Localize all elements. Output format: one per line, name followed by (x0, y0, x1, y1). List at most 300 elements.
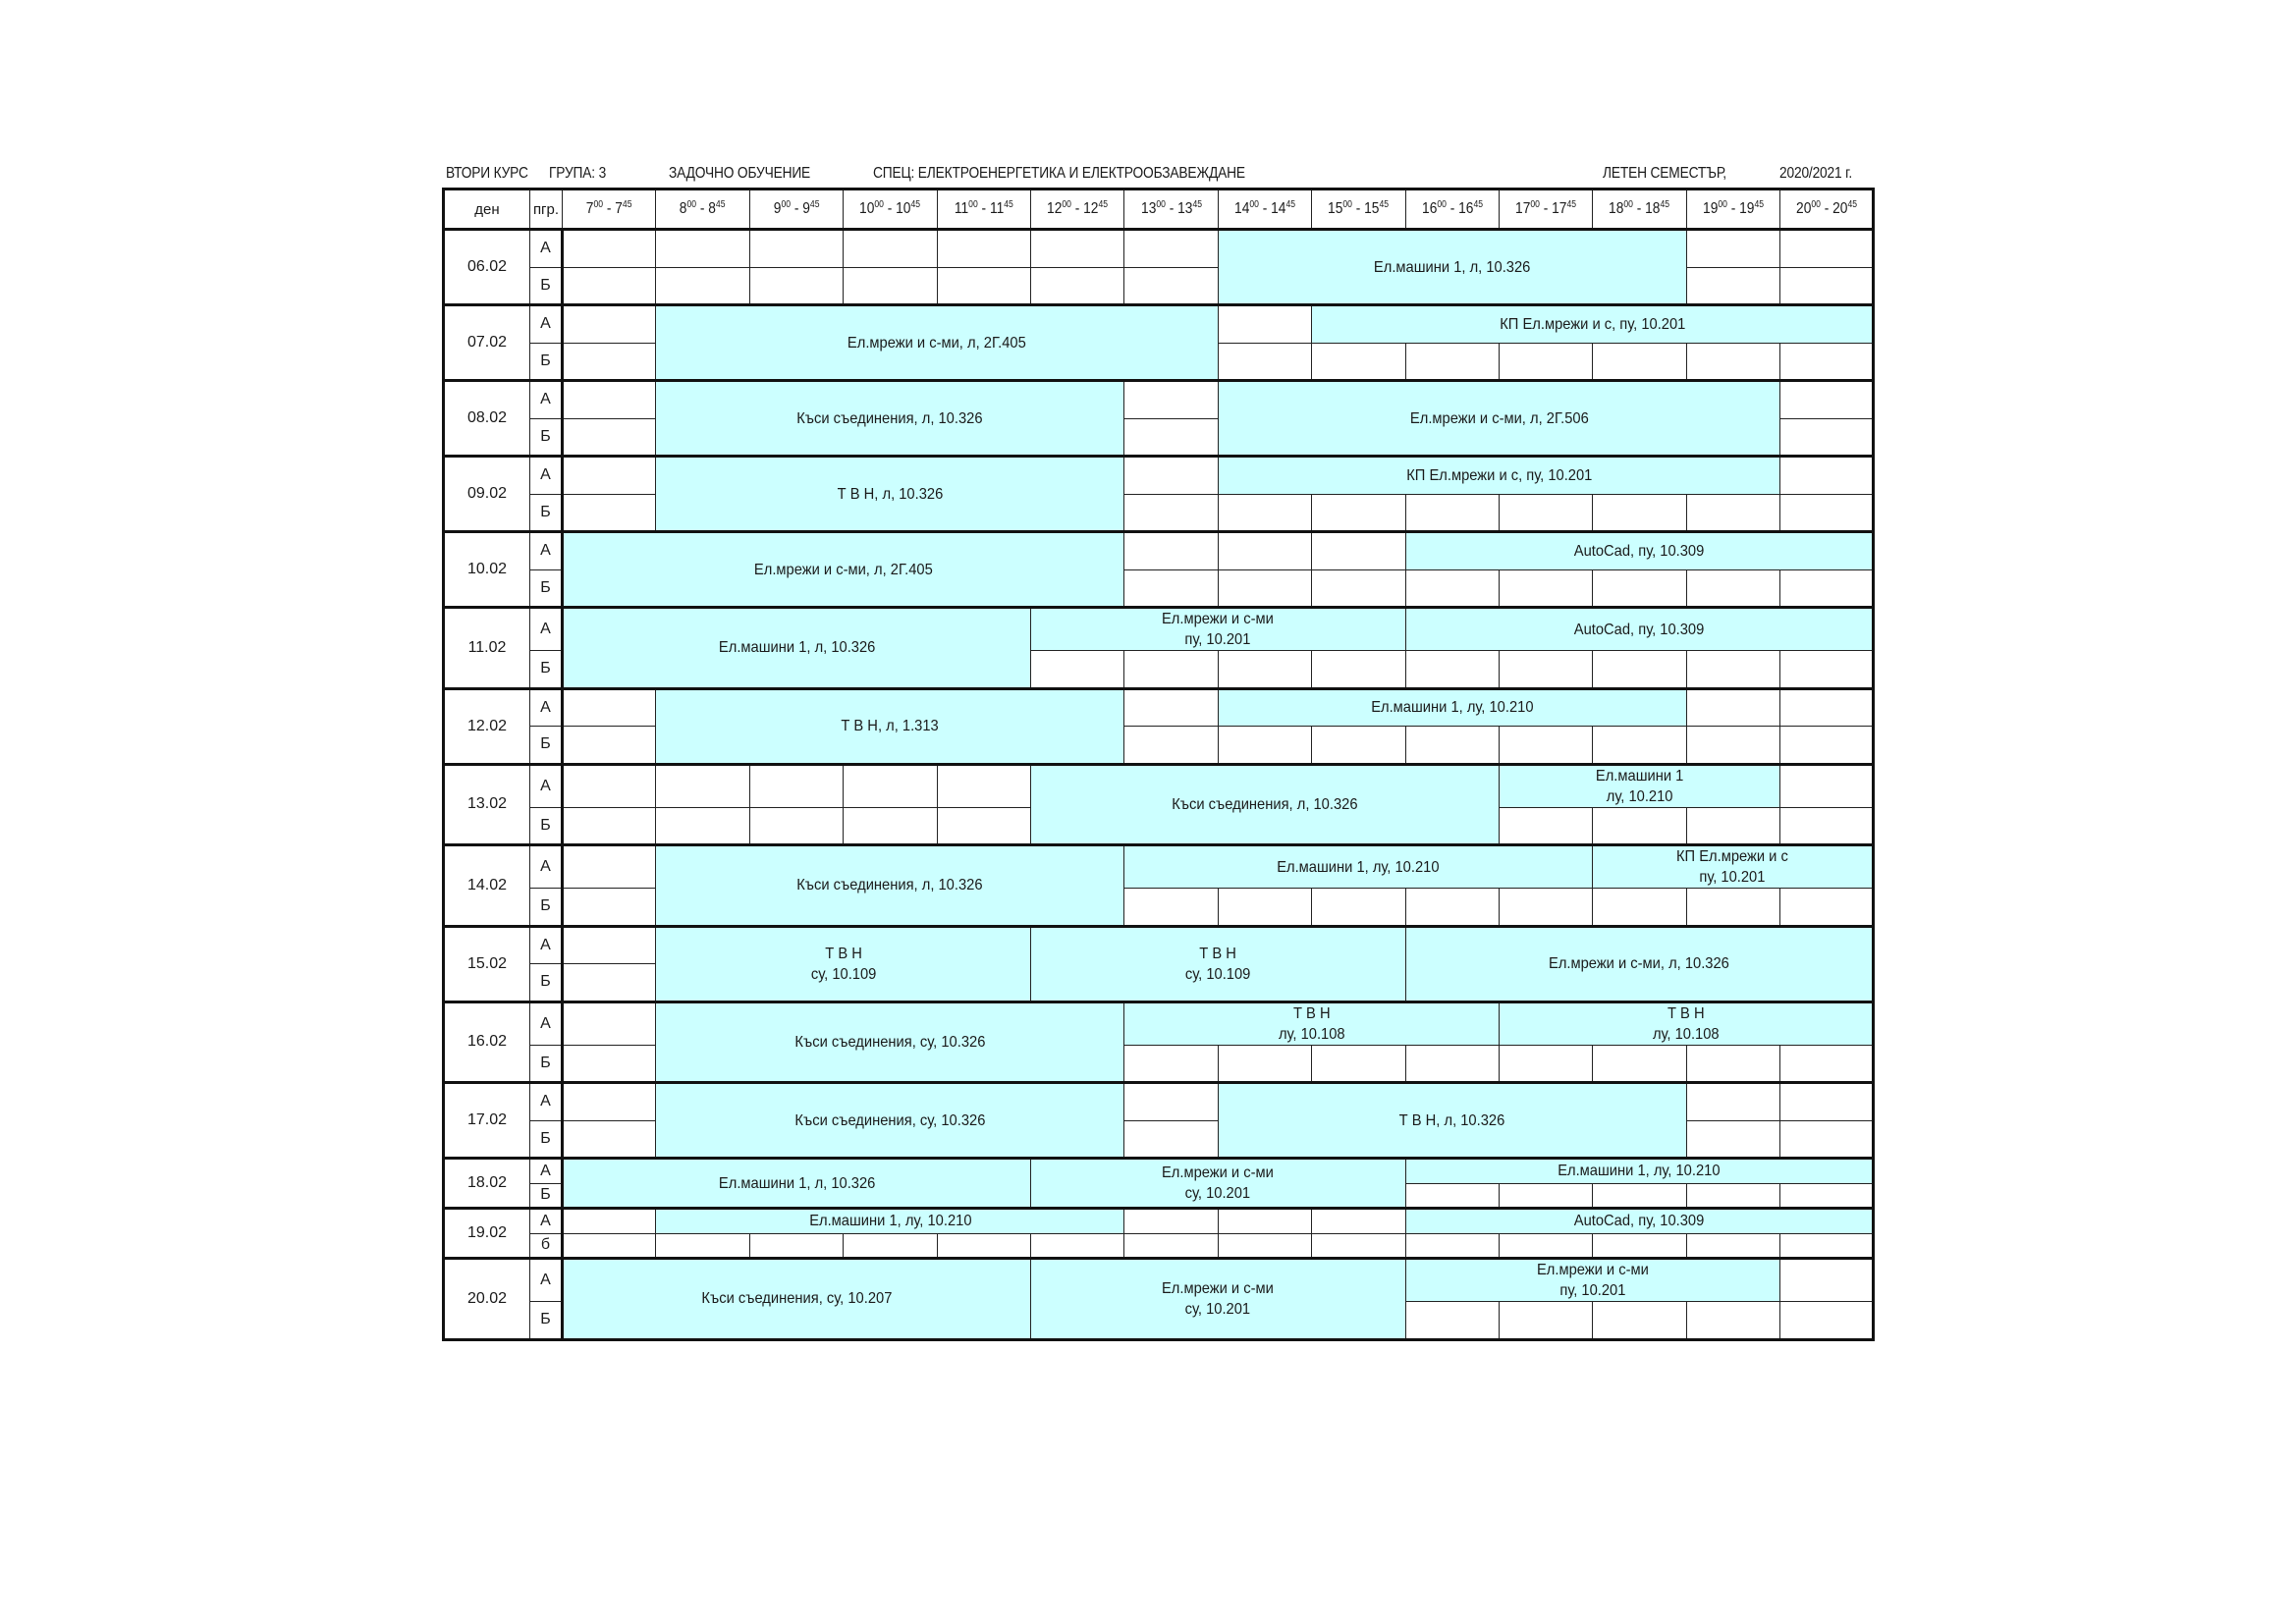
lesson-block[interactable] (1405, 926, 1874, 1001)
empty-slot-cell (656, 1233, 749, 1259)
lesson-block[interactable] (656, 845, 1124, 927)
schedule-row (444, 764, 1874, 807)
time-slot-header: $20^{00} - 20^{45}$ (1780, 189, 1874, 230)
empty-slot-cell (1780, 418, 1874, 457)
empty-slot-cell (1686, 343, 1779, 381)
subgroup-cell: А (530, 1209, 563, 1234)
empty-slot-cell (1499, 343, 1592, 381)
lesson-block[interactable] (1405, 1159, 1874, 1184)
lesson-block[interactable] (1030, 764, 1499, 845)
subgroup-cell: Б (530, 267, 563, 305)
course-label: ВТОРИ КУРС (446, 165, 528, 182)
time-slot-header: $14^{00} - 14^{45}$ (1218, 189, 1311, 230)
empty-slot-cell (1686, 1045, 1779, 1083)
empty-slot-cell (1124, 1209, 1218, 1234)
day-date-cell: 16.02 (444, 1001, 530, 1083)
empty-slot-cell (563, 1120, 656, 1159)
lesson-text: Ел.машини 1, лу, 10.210 (808, 1213, 972, 1230)
subgroup-cell: А (530, 845, 563, 889)
lesson-text: КП Ел.мрежи и с пу, 10.201 (1676, 848, 1789, 886)
empty-slot-cell (563, 1209, 656, 1234)
empty-slot-cell (1780, 651, 1874, 689)
empty-slot-cell (1218, 651, 1311, 689)
empty-slot-cell (1686, 230, 1779, 268)
empty-slot-cell (1686, 688, 1779, 727)
day-date-cell: 10.02 (444, 532, 530, 608)
empty-slot-cell (1312, 569, 1405, 608)
subgroup-cell: Б (530, 1120, 563, 1159)
empty-slot-cell (1686, 1183, 1779, 1209)
lesson-text: Т В Н лу, 10.108 (1652, 1004, 1720, 1043)
specialty-label: СПЕЦ: ЕЛЕКТРОЕНЕРГЕТИКА И ЕЛЕКТРООБЗАВЕЖДАНЕ (873, 165, 1245, 182)
empty-slot-cell (1405, 727, 1499, 765)
empty-slot-cell (1593, 889, 1686, 927)
empty-slot-cell (1780, 807, 1874, 845)
empty-slot-cell (1780, 1259, 1874, 1302)
lesson-block[interactable] (656, 381, 1124, 457)
lesson-text: Т В Н су, 10.109 (810, 945, 876, 983)
subgroup-cell: Б (530, 418, 563, 457)
lesson-text: Ел.мрежи и с-ми пу, 10.201 (1536, 1262, 1649, 1299)
day-date-cell: 20.02 (444, 1259, 530, 1340)
lesson-text: Т В Н, л, 10.326 (1398, 1111, 1505, 1129)
lesson-block[interactable] (656, 1083, 1124, 1159)
empty-slot-cell (937, 267, 1030, 305)
empty-slot-cell (1499, 494, 1592, 532)
lesson-text: Т В Н, л, 1.313 (841, 718, 940, 734)
empty-slot-cell (1499, 569, 1592, 608)
empty-slot-cell (937, 230, 1030, 268)
schedule-row (444, 926, 1874, 964)
empty-slot-cell (563, 267, 656, 305)
empty-slot-cell (1124, 494, 1218, 532)
lesson-text: Ел.машини 1, лу, 10.210 (1277, 858, 1440, 876)
subgroup-cell: Б (530, 494, 563, 532)
lesson-block[interactable] (1312, 305, 1874, 344)
schedule-row (444, 608, 1874, 651)
study-mode-label: ЗАДОЧНО ОБУЧЕНИЕ (669, 165, 811, 182)
lesson-text: Т В Н лу, 10.108 (1278, 1004, 1345, 1043)
lesson-text: Ел.машини 1, л, 10.326 (718, 1174, 876, 1192)
day-date-cell: 13.02 (444, 764, 530, 845)
empty-slot-cell (563, 889, 656, 927)
subgroup-cell: А (530, 230, 563, 268)
subgroup-cell: Б (530, 1045, 563, 1083)
subgroup-cell: А (530, 764, 563, 807)
lesson-text: Ел.мрежи и с-ми су, 10.201 (1162, 1279, 1275, 1318)
empty-slot-cell (1780, 230, 1874, 268)
empty-slot-cell (1780, 494, 1874, 532)
lesson-block[interactable] (1218, 688, 1686, 727)
empty-slot-cell (749, 807, 843, 845)
empty-slot-cell (1405, 651, 1499, 689)
day-date-cell: 11.02 (444, 608, 530, 689)
lesson-block[interactable] (656, 305, 1218, 381)
lesson-block[interactable] (656, 688, 1124, 764)
empty-slot-cell (1124, 889, 1218, 927)
day-date-cell: 19.02 (444, 1209, 530, 1259)
empty-slot-cell (563, 230, 656, 268)
day-date-cell: 17.02 (444, 1083, 530, 1159)
schedule-row (444, 845, 1874, 889)
empty-slot-cell (1499, 1302, 1592, 1340)
empty-slot-cell (1780, 889, 1874, 927)
subgroup-cell: Б (530, 569, 563, 608)
empty-slot-cell (656, 807, 749, 845)
empty-slot-cell (1499, 889, 1592, 927)
empty-slot-cell (844, 1233, 937, 1259)
time-slot-header: $12^{00} - 12^{45}$ (1030, 189, 1123, 230)
empty-slot-cell (563, 494, 656, 532)
lesson-block[interactable] (1124, 1001, 1500, 1045)
day-date-cell: 09.02 (444, 457, 530, 532)
lesson-block[interactable] (1218, 381, 1779, 457)
empty-slot-cell (1780, 1083, 1874, 1121)
schedule-row (444, 1209, 1874, 1234)
academic-year-label: 2020/2021 г. (1779, 165, 1852, 182)
empty-slot-cell (563, 1233, 656, 1259)
empty-slot-cell (1593, 807, 1686, 845)
subgroup-cell: А (530, 1159, 563, 1184)
empty-slot-cell (1780, 764, 1874, 807)
lesson-text: Къси съединения, су, 10.326 (794, 1111, 986, 1129)
empty-slot-cell (1780, 267, 1874, 305)
lesson-text: Ел.мрежи и с-ми, л, 2Г.506 (1409, 409, 1589, 427)
day-column-header: ден (444, 189, 530, 230)
empty-slot-cell (749, 267, 843, 305)
empty-slot-cell (1218, 889, 1311, 927)
lesson-text: Къси съединения, л, 10.326 (796, 877, 984, 894)
empty-slot-cell (1686, 1083, 1779, 1121)
empty-slot-cell (1499, 1183, 1592, 1209)
empty-slot-cell (1780, 457, 1874, 495)
empty-slot-cell (844, 764, 937, 807)
lesson-text: Т В Н, л, 10.326 (837, 485, 944, 503)
lesson-block[interactable] (656, 1209, 1124, 1234)
subgroup-cell: А (530, 1083, 563, 1121)
empty-slot-cell (563, 926, 656, 964)
empty-slot-cell (1593, 651, 1686, 689)
lesson-text: Ел.мрежи и с-ми су, 10.201 (1162, 1164, 1275, 1202)
schedule-row (444, 1233, 1874, 1259)
schedule-table (442, 188, 1875, 1341)
empty-slot-cell (563, 1083, 656, 1121)
subgroup-cell: А (530, 1001, 563, 1045)
empty-slot-cell (1124, 651, 1218, 689)
empty-slot-cell (1593, 1233, 1686, 1259)
empty-slot-cell (1499, 727, 1592, 765)
empty-slot-cell (1405, 343, 1499, 381)
empty-slot-cell (1218, 343, 1311, 381)
empty-slot-cell (1780, 1233, 1874, 1259)
empty-slot-cell (1780, 343, 1874, 381)
time-slot-header: $15^{00} - 15^{45}$ (1312, 189, 1405, 230)
time-slot-header: $11^{00} - 11^{45}$ (937, 189, 1030, 230)
subgroup-cell: Б (530, 651, 563, 689)
lesson-text: КП Ел.мрежи и с, пу, 10.201 (1405, 466, 1592, 484)
lesson-text: Ел.мрежи и с-ми, л, 2Г.405 (754, 561, 934, 578)
empty-slot-cell (1218, 1209, 1311, 1234)
empty-slot-cell (1405, 494, 1499, 532)
subgroup-cell: А (530, 457, 563, 495)
schedule-row (444, 1083, 1874, 1121)
empty-slot-cell (1686, 1233, 1779, 1259)
empty-slot-cell (563, 457, 656, 495)
empty-slot-cell (1218, 494, 1311, 532)
subgroup-cell: А (530, 1259, 563, 1302)
lesson-block[interactable] (563, 532, 1124, 608)
lesson-block[interactable] (1405, 532, 1874, 570)
schedule-row (444, 1159, 1874, 1184)
subgroup-cell: А (530, 688, 563, 727)
lesson-text: Ел.машини 1, л, 10.326 (718, 639, 876, 657)
empty-slot-cell (563, 727, 656, 765)
empty-slot-cell (563, 1045, 656, 1083)
empty-slot-cell (563, 305, 656, 344)
subgroup-cell: А (530, 532, 563, 570)
lesson-block[interactable] (1593, 845, 1874, 889)
empty-slot-cell (1124, 457, 1218, 495)
lesson-block[interactable] (656, 926, 1031, 1001)
lesson-text: Ел.машини 1 лу, 10.210 (1595, 767, 1684, 805)
subgroup-cell: Б (530, 1183, 563, 1209)
lesson-text: Ел.машини 1, лу, 10.210 (1371, 699, 1534, 717)
empty-slot-cell (1780, 1302, 1874, 1340)
empty-slot-cell (1405, 1233, 1499, 1259)
empty-slot-cell (749, 1233, 843, 1259)
empty-slot-cell (1499, 1045, 1592, 1083)
lesson-block[interactable] (1405, 608, 1874, 651)
empty-slot-cell (937, 1233, 1030, 1259)
empty-slot-cell (1499, 807, 1592, 845)
empty-slot-cell (1312, 889, 1405, 927)
lesson-block[interactable] (1405, 1209, 1874, 1234)
lesson-block[interactable] (563, 1259, 1031, 1340)
lesson-block[interactable] (1030, 926, 1405, 1001)
lesson-text: Ел.машини 1, лу, 10.210 (1558, 1163, 1721, 1180)
empty-slot-cell (844, 267, 937, 305)
empty-slot-cell (1593, 1302, 1686, 1340)
time-slot-header-row (444, 189, 1874, 230)
empty-slot-cell (656, 230, 749, 268)
empty-slot-cell (1124, 1233, 1218, 1259)
lesson-block[interactable] (1218, 457, 1779, 495)
lesson-block[interactable] (563, 608, 1031, 689)
schedule-row (444, 1001, 1874, 1045)
subgroup-cell: Б (530, 807, 563, 845)
day-date-cell: 06.02 (444, 230, 530, 305)
lesson-block[interactable] (1124, 845, 1593, 889)
empty-slot-cell (656, 267, 749, 305)
schedule-row (444, 230, 1874, 268)
lesson-text: КП Ел.мрежи и с, пу, 10.201 (1499, 315, 1685, 333)
subgroup-cell: Б (530, 889, 563, 927)
empty-slot-cell (1124, 267, 1218, 305)
schedule-row (444, 305, 1874, 344)
empty-slot-cell (1499, 651, 1592, 689)
sheet-header (443, 161, 1879, 187)
empty-slot-cell (563, 381, 656, 419)
lesson-text: AutoCad, пу, 10.309 (1573, 1213, 1705, 1230)
time-slot-header: $17^{00} - 17^{45}$ (1499, 189, 1592, 230)
empty-slot-cell (1312, 1233, 1405, 1259)
empty-slot-cell (563, 764, 656, 807)
time-slot-header: $8^{00} - 8^{45}$ (656, 189, 749, 230)
time-slot-header: $16^{00} - 16^{45}$ (1405, 189, 1499, 230)
empty-slot-cell (1218, 569, 1311, 608)
empty-slot-cell (1312, 727, 1405, 765)
day-date-cell: 18.02 (444, 1159, 530, 1209)
empty-slot-cell (1780, 1045, 1874, 1083)
subgroup-column-header: пгр. (530, 189, 563, 230)
empty-slot-cell (1593, 343, 1686, 381)
empty-slot-cell (749, 230, 843, 268)
empty-slot-cell (563, 845, 656, 889)
group-label: ГРУПА: 3 (549, 165, 607, 182)
empty-slot-cell (1499, 1233, 1592, 1259)
lesson-text: Къси съединения, су, 10.326 (794, 1033, 986, 1051)
subgroup-cell: Б (530, 1302, 563, 1340)
empty-slot-cell (937, 764, 1030, 807)
lesson-text: Къси съединения, л, 10.326 (796, 409, 984, 427)
empty-slot-cell (563, 688, 656, 727)
empty-slot-cell (1124, 688, 1218, 727)
empty-slot-cell (1686, 807, 1779, 845)
empty-slot-cell (1593, 1045, 1686, 1083)
empty-slot-cell (1405, 1302, 1499, 1340)
schedule-row (444, 1259, 1874, 1302)
lesson-text: Къси съединения, л, 10.326 (1172, 795, 1358, 813)
empty-slot-cell (563, 418, 656, 457)
empty-slot-cell (563, 964, 656, 1002)
empty-slot-cell (1312, 1045, 1405, 1083)
lesson-text: Къси съединения, су, 10.207 (701, 1290, 893, 1308)
empty-slot-cell (1312, 343, 1405, 381)
empty-slot-cell (1593, 727, 1686, 765)
empty-slot-cell (1124, 727, 1218, 765)
time-slot-header: $18^{00} - 18^{45}$ (1593, 189, 1686, 230)
lesson-block[interactable] (656, 457, 1124, 532)
empty-slot-cell (1312, 532, 1405, 570)
empty-slot-cell (1124, 1083, 1218, 1121)
schedule-row (444, 457, 1874, 495)
subgroup-cell: Б (530, 343, 563, 381)
empty-slot-cell (1686, 569, 1779, 608)
lesson-block[interactable] (563, 1159, 1031, 1209)
lesson-block[interactable] (1499, 764, 1779, 807)
empty-slot-cell (1593, 494, 1686, 532)
day-date-cell: 15.02 (444, 926, 530, 1001)
lesson-text: AutoCad, пу, 10.309 (1573, 621, 1705, 638)
lesson-block[interactable] (656, 1001, 1124, 1083)
empty-slot-cell (1686, 494, 1779, 532)
empty-slot-cell (1218, 1045, 1311, 1083)
empty-slot-cell (1686, 267, 1779, 305)
time-slot-header: $19^{00} - 19^{45}$ (1686, 189, 1779, 230)
empty-slot-cell (1124, 1045, 1218, 1083)
lesson-block[interactable] (1405, 1259, 1780, 1302)
empty-slot-cell (563, 343, 656, 381)
empty-slot-cell (1124, 418, 1218, 457)
empty-slot-cell (1312, 651, 1405, 689)
lesson-text: Т В Н су, 10.109 (1184, 945, 1251, 983)
empty-slot-cell (1312, 1209, 1405, 1234)
time-slot-header: $10^{00} - 10^{45}$ (844, 189, 937, 230)
empty-slot-cell (1218, 532, 1311, 570)
empty-slot-cell (1780, 1120, 1874, 1159)
empty-slot-cell (1780, 688, 1874, 727)
empty-slot-cell (1218, 727, 1311, 765)
day-date-cell: 08.02 (444, 381, 530, 457)
lesson-text: Ел.мрежи и с-ми, л, 10.326 (1549, 955, 1729, 972)
empty-slot-cell (1780, 727, 1874, 765)
lesson-block[interactable] (1218, 230, 1686, 305)
empty-slot-cell (1030, 1233, 1123, 1259)
empty-slot-cell (1686, 651, 1779, 689)
empty-slot-cell (1405, 569, 1499, 608)
empty-slot-cell (1124, 532, 1218, 570)
subgroup-cell: А (530, 381, 563, 419)
empty-slot-cell (1405, 1045, 1499, 1083)
time-slot-header: $9^{00} - 9^{45}$ (749, 189, 843, 230)
empty-slot-cell (1124, 1120, 1218, 1159)
lesson-block[interactable] (1218, 1083, 1686, 1159)
time-slot-header: $13^{00} - 13^{45}$ (1124, 189, 1218, 230)
lesson-text: Ел.мрежи и с-ми пу, 10.201 (1162, 611, 1275, 648)
empty-slot-cell (1686, 1302, 1779, 1340)
lesson-block[interactable] (1030, 1159, 1405, 1209)
lesson-block[interactable] (1030, 608, 1405, 651)
empty-slot-cell (1030, 230, 1123, 268)
lesson-text: Ел.машини 1, л, 10.326 (1373, 258, 1531, 276)
lesson-block[interactable] (1030, 1259, 1405, 1340)
empty-slot-cell (1124, 569, 1218, 608)
subgroup-cell: А (530, 608, 563, 651)
empty-slot-cell (1218, 305, 1311, 344)
empty-slot-cell (563, 1001, 656, 1045)
subgroup-cell: Б (530, 964, 563, 1002)
empty-slot-cell (1030, 267, 1123, 305)
empty-slot-cell (937, 807, 1030, 845)
empty-slot-cell (1405, 1183, 1499, 1209)
empty-slot-cell (844, 807, 937, 845)
empty-slot-cell (1780, 381, 1874, 419)
empty-slot-cell (1686, 889, 1779, 927)
empty-slot-cell (1312, 494, 1405, 532)
schedule-row (444, 532, 1874, 570)
schedule-row (444, 688, 1874, 727)
lesson-text: Ел.мрежи и с-ми, л, 2Г.405 (847, 334, 1026, 352)
subgroup-cell: А (530, 926, 563, 964)
empty-slot-cell (1780, 1183, 1874, 1209)
subgroup-cell: Б (530, 727, 563, 765)
subgroup-cell: б (530, 1233, 563, 1259)
empty-slot-cell (1124, 381, 1218, 419)
empty-slot-cell (749, 764, 843, 807)
empty-slot-cell (1593, 569, 1686, 608)
empty-slot-cell (1780, 569, 1874, 608)
subgroup-cell: А (530, 305, 563, 344)
day-date-cell: 07.02 (444, 305, 530, 381)
lesson-block[interactable] (1499, 1001, 1874, 1045)
day-date-cell: 14.02 (444, 845, 530, 927)
empty-slot-cell (1405, 889, 1499, 927)
time-slot-header: $7^{00} - 7^{45}$ (563, 189, 656, 230)
empty-slot-cell (1686, 727, 1779, 765)
empty-slot-cell (1218, 1233, 1311, 1259)
semester-label: ЛЕТЕН СЕМЕСТЪР, (1603, 165, 1726, 182)
empty-slot-cell (1030, 651, 1123, 689)
